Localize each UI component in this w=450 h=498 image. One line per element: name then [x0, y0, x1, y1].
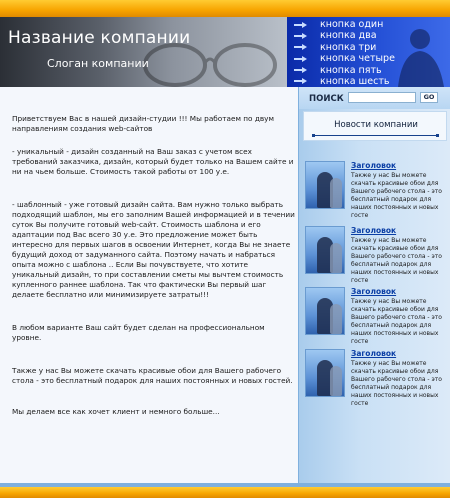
nav-panel [287, 17, 450, 87]
main-content [0, 87, 298, 483]
news-thumbnail [305, 287, 345, 335]
menu-item-6[interactable] [287, 76, 450, 87]
news-divider [315, 135, 436, 136]
sidebar [298, 87, 450, 483]
news-thumbnail [305, 349, 345, 397]
news-title: Новости компании [334, 120, 418, 130]
menu-label: кнопка два [320, 30, 377, 42]
header-banner [0, 17, 287, 87]
closing-paragraph: Мы делаем все как хочет клиент и немного больше... [12, 407, 220, 416]
arrow-right-icon [294, 22, 312, 28]
news-thumbnail [305, 161, 345, 209]
search-label: ПОИСК [309, 94, 344, 104]
main-menu [287, 19, 450, 87]
news-header [303, 111, 447, 141]
professional-paragraph: В любом варианте Ваш сайт будет сделан на профессиональном уровне. [12, 323, 265, 342]
menu-label: кнопка пять [320, 64, 382, 76]
menu-label: кнопка три [320, 41, 377, 53]
menu-label: кнопка один [320, 19, 384, 30]
search-go-button[interactable]: GO [420, 92, 438, 103]
unique-design-paragraph: - уникальный - дизайн созданный на Ваш заказ с учетом всех требований заказчика, дизайн, который будет только на Вашем сайте и ни на чьем больше. Стоимость такой работы от 100 у.е. [12, 147, 294, 176]
news-thumbnail [305, 226, 345, 274]
top-stripe [0, 0, 450, 17]
news-text: Также у нас Вы можете скачать красивые обои для Вашего рабочего стола - это бесплатный подарок для наших постоянных и новых госте [351, 172, 442, 219]
menu-item-2[interactable] [287, 30, 450, 41]
arrow-right-icon [294, 56, 312, 62]
news-heading-link[interactable]: Заголовок [351, 349, 397, 358]
arrow-right-icon [294, 78, 312, 84]
news-heading-link[interactable]: Заголовок [351, 161, 397, 170]
news-text: Также у нас Вы можете скачать красивые обои для Вашего рабочего стола - это бесплатный подарок для наших постоянных и новых госте [351, 298, 442, 345]
company-slogan: Слоган компании [47, 57, 149, 70]
menu-label: кнопка шесть [320, 75, 390, 87]
menu-item-5[interactable] [287, 65, 450, 76]
news-text: Также у нас Вы можете скачать красивые обои для Вашего рабочего стола - это бесплатный подарок для наших постоянных и новых госте [351, 237, 442, 284]
news-item [305, 226, 449, 286]
company-name: Название компании [8, 28, 191, 48]
news-item [305, 349, 449, 409]
footer-stripe [0, 487, 450, 498]
template-design-paragraph: - шаблонный - уже готовый дизайн сайта. Вам нужно только выбрать подходящий шаблон, мы его заполним Вашей информацией и в течении суток Вы получите готовый web-сайт. Стоимость шаблона и его адаптации под Вас всего 30 у.е. Это предложение может быть интересно для первых шагов в освоении Интернет, когда Вы не знаете будущий доход от задуманного сайта. Поэтому начать и набраться опыта можно с шаблона .. Если Вы почувствуете, что хотите уникальный дизайн, то при составлении сметы мы вычтем стоимость купленного раннее шаблона. Так что фактически Вы первый шаг делаете бесплатно или минимизируете затраты!!! [12, 200, 295, 299]
news-heading-link[interactable]: Заголовок [351, 287, 397, 296]
news-item [305, 161, 449, 221]
intro-paragraph: Приветствуем Вас в нашей дизайн-студии !!! Мы работаем по двум направлениям создания web-сайтов [12, 114, 275, 133]
wallpaper-paragraph: Также у нас Вы можете скачать красивые обои для Вашего рабочего стола - это бесплатный подарок для наших постоянных и новых гостей. [12, 366, 293, 385]
search-bar [299, 87, 450, 109]
search-input[interactable] [348, 92, 416, 103]
menu-label: кнопка четыре [320, 53, 395, 65]
menu-item-4[interactable] [287, 53, 450, 64]
menu-item-3[interactable] [287, 42, 450, 53]
news-heading-link[interactable]: Заголовок [351, 226, 397, 235]
arrow-right-icon [294, 33, 312, 39]
news-item [305, 287, 449, 347]
menu-item-1[interactable] [287, 19, 450, 30]
arrow-right-icon [294, 44, 312, 50]
news-text: Также у нас Вы можете скачать красивые обои для Вашего рабочего стола - это бесплатный подарок для наших постоянных и новых госте [351, 360, 442, 407]
arrow-right-icon [294, 67, 312, 73]
